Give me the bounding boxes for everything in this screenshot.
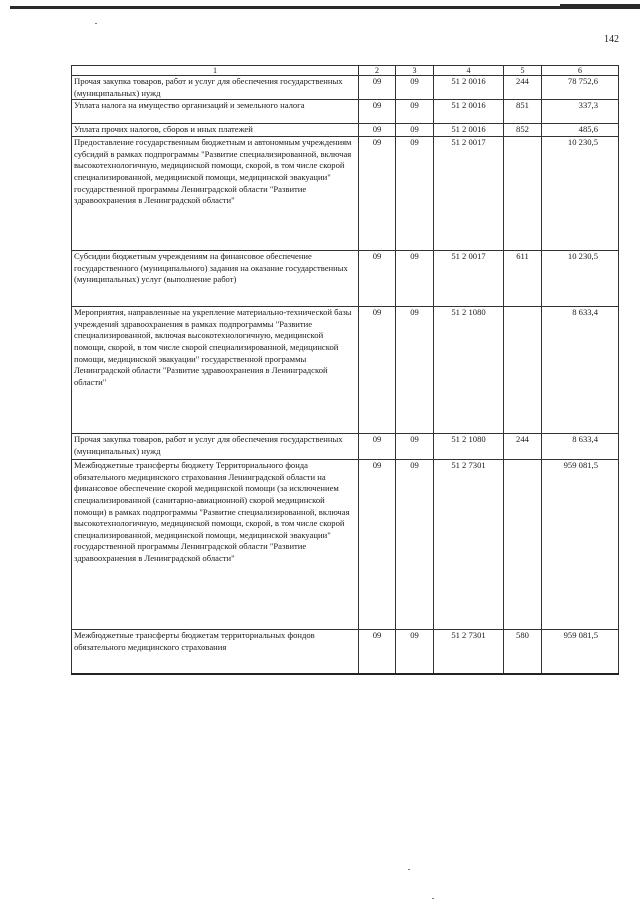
table-row — [72, 76, 619, 100]
top-scan-edge — [10, 6, 640, 9]
scan-speck — [432, 898, 434, 899]
row-subsection: 09 — [396, 76, 434, 100]
row-amount: 78 752,6 — [542, 76, 619, 100]
row-target-article: 51 2 0017 — [434, 251, 504, 307]
row-amount: 10 230,5 — [542, 137, 619, 251]
row-subsection: 09 — [396, 251, 434, 307]
row-expense-type: 244 — [504, 76, 542, 100]
row-section: 09 — [359, 630, 396, 674]
row-subsection: 09 — [396, 307, 434, 434]
row-expense-type — [504, 137, 542, 251]
column-header: 6 — [542, 66, 619, 76]
row-subsection: 09 — [396, 434, 434, 460]
row-target-article: 51 2 7301 — [434, 460, 504, 630]
row-target-article: 51 2 0016 — [434, 76, 504, 100]
column-header: 5 — [504, 66, 542, 76]
row-target-article: 51 2 0016 — [434, 124, 504, 137]
row-name: Уплата налога на имущество организаций и земельного налога — [72, 100, 359, 124]
row-amount: 10 230,5 — [542, 251, 619, 307]
row-target-article: 51 2 7301 — [434, 630, 504, 674]
top-scan-edge-secondary — [560, 4, 640, 6]
row-subsection: 09 — [396, 100, 434, 124]
row-amount: 959 081,5 — [542, 460, 619, 630]
row-target-article: 51 2 0016 — [434, 100, 504, 124]
row-name: Предоставление государственным бюджетным и автономным учреждениям субсидий в рамках подпрограммы "Развитие специализированной, включая высокотехнологичную, медицинской помощи, скорой, в том числе скорой специализированной, медицинской помощи, медицинской эвакуации" государственной программы Ленинградской области "Развитие здравоохранения в Ленинградской области" — [72, 137, 359, 251]
column-header: 1 — [72, 66, 359, 76]
row-subsection: 09 — [396, 630, 434, 674]
row-amount: 8 633,4 — [542, 434, 619, 460]
row-section: 09 — [359, 460, 396, 630]
row-expense-type: 580 — [504, 630, 542, 674]
row-amount: 8 633,4 — [542, 307, 619, 434]
scan-speck — [95, 23, 97, 24]
row-subsection: 09 — [396, 124, 434, 137]
row-target-article: 51 2 0017 — [434, 137, 504, 251]
row-name: Межбюджетные трансферты бюджету Территориального фонда обязательного медицинского страхования Ленинградской области на финансовое обеспечение скорой медицинской помощи (за исключением специализированной (санитарно-авиационной) скорой медицинской помощи) в рамках подпрограммы "Развитие специализированной, включая высокотехнологичную, медицинской помощи, скорой, в том числе скорой специализированной, медицинской помощи, медицинской эвакуации" государственной программы Ленинградской области "Развитие здравоохранения в Ленинградской области" — [72, 460, 359, 630]
table-row — [72, 124, 619, 137]
page-number: 142 — [604, 34, 619, 45]
row-section: 09 — [359, 307, 396, 434]
table-row — [72, 100, 619, 124]
row-amount: 337,3 — [542, 100, 619, 124]
row-expense-type — [504, 307, 542, 434]
row-target-article: 51 2 1080 — [434, 307, 504, 434]
row-section: 09 — [359, 137, 396, 251]
row-name: Прочая закупка товаров, работ и услуг для обеспечения государственных (муниципальных) нужд — [72, 76, 359, 100]
table-header-row — [72, 66, 619, 76]
row-name: Прочая закупка товаров, работ и услуг для обеспечения государственных (муниципальных) нужд — [72, 434, 359, 460]
row-section: 09 — [359, 100, 396, 124]
row-expense-type: 852 — [504, 124, 542, 137]
scan-speck — [408, 869, 410, 870]
row-section: 09 — [359, 434, 396, 460]
row-target-article: 51 2 1080 — [434, 434, 504, 460]
column-header: 3 — [396, 66, 434, 76]
table-row — [72, 137, 619, 251]
column-header: 2 — [359, 66, 396, 76]
row-expense-type: 851 — [504, 100, 542, 124]
budget-table — [71, 65, 619, 675]
row-name: Мероприятия, направленные на укрепление материально-технической базы учреждений здравоохранения в рамках подпрограммы "Развитие специализированной, включая высокотехнологичную, медицинской помощи, скорой, в том числе скорой специализированной, медицинской помощи, медицинской эвакуации" государственной программы Ленинградской области "Развитие здравоохранения в Ленинградской области" — [72, 307, 359, 434]
table-row — [72, 307, 619, 434]
row-subsection: 09 — [396, 137, 434, 251]
row-subsection: 09 — [396, 460, 434, 630]
row-name: Уплата прочих налогов, сборов и иных платежей — [72, 124, 359, 137]
row-expense-type: 244 — [504, 434, 542, 460]
row-amount: 959 081,5 — [542, 630, 619, 674]
row-expense-type: 611 — [504, 251, 542, 307]
row-section: 09 — [359, 251, 396, 307]
row-name: Субсидии бюджетным учреждениям на финансовое обеспечение государственного (муниципального) задания на оказание государственных (муниципальных) услуг (выполнение работ) — [72, 251, 359, 307]
row-section: 09 — [359, 76, 396, 100]
row-name: Межбюджетные трансферты бюджетам территориальных фондов обязательного медицинского страхования — [72, 630, 359, 674]
table-row — [72, 630, 619, 674]
row-amount: 485,6 — [542, 124, 619, 137]
row-section: 09 — [359, 124, 396, 137]
row-expense-type — [504, 460, 542, 630]
table-row — [72, 251, 619, 307]
table-row — [72, 434, 619, 460]
table-row — [72, 460, 619, 630]
column-header: 4 — [434, 66, 504, 76]
